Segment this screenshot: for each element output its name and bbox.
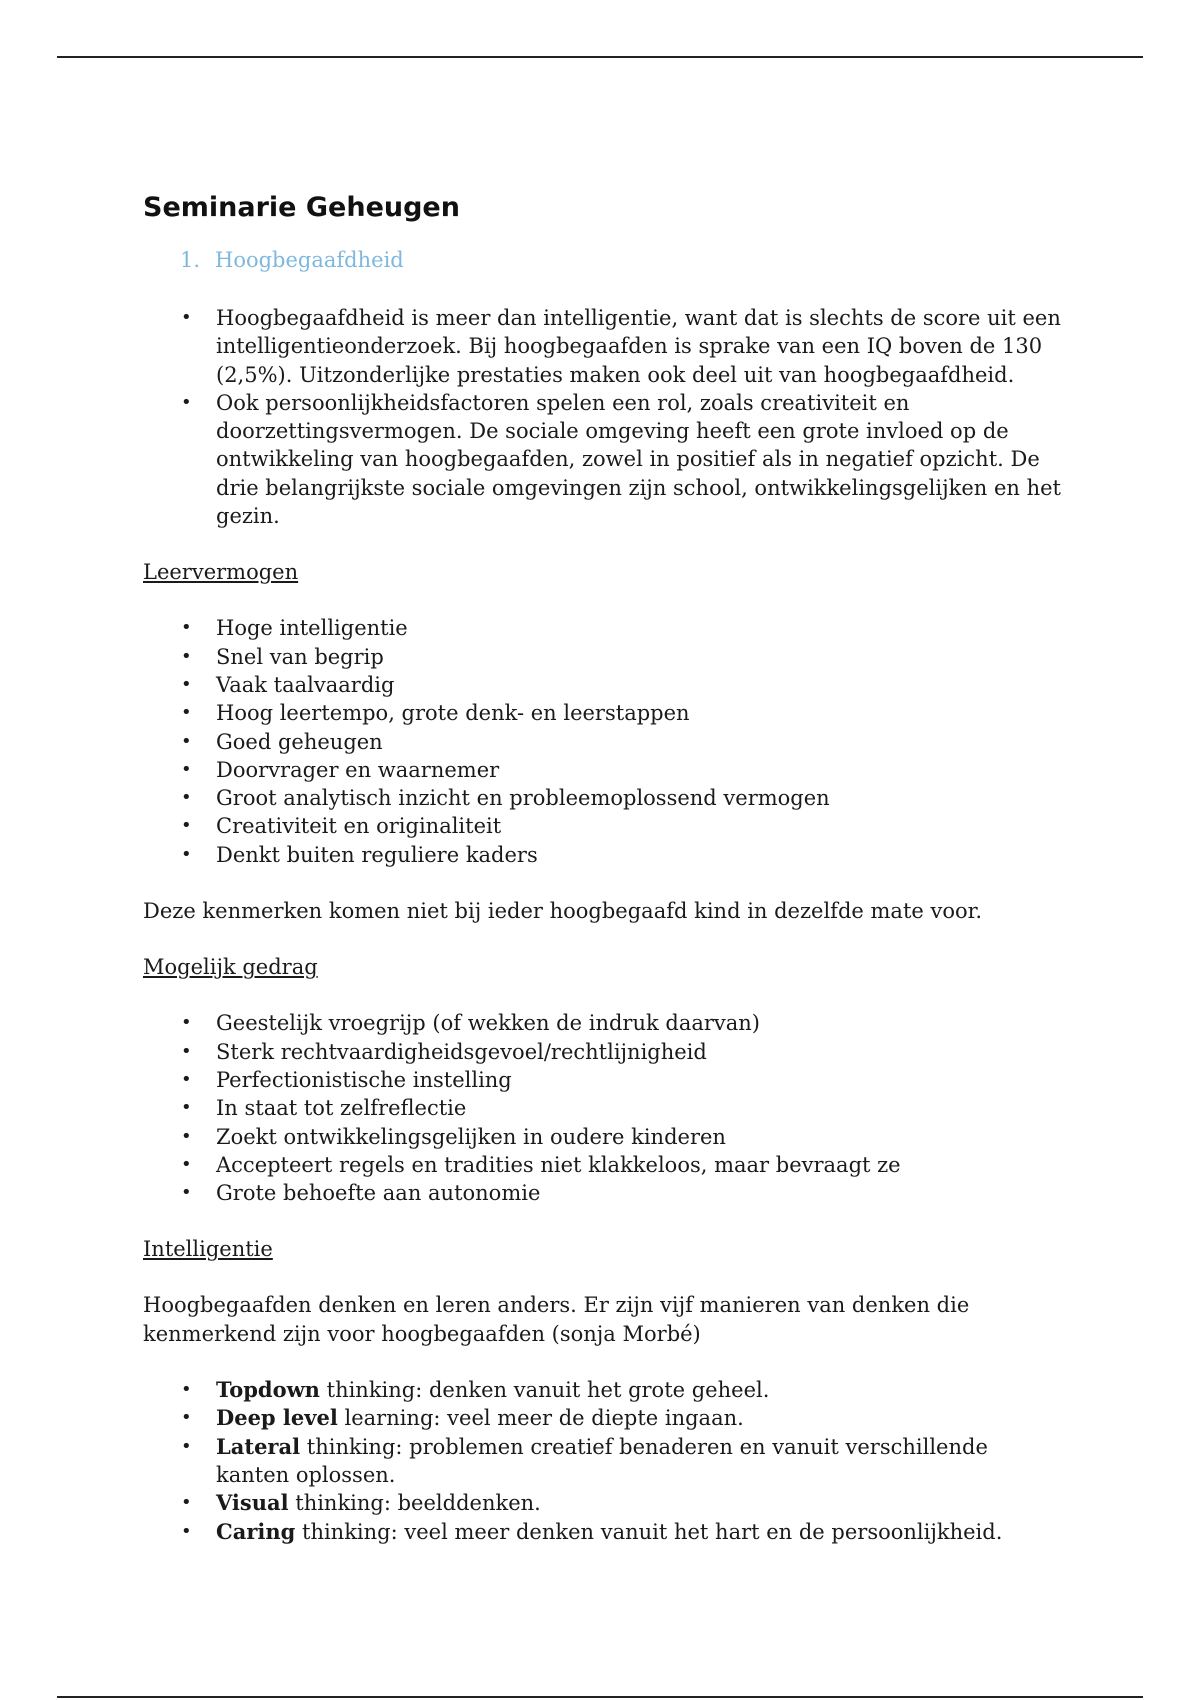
list-item: • Hoge intelligentie xyxy=(143,614,1063,642)
description: thinking: veel meer denken vanuit het hart en de persoonlijkheid. xyxy=(295,1519,1003,1544)
term: Caring xyxy=(216,1518,296,1544)
list-item: • Grote behoefte aan autonomie xyxy=(143,1179,1063,1207)
list-item xyxy=(143,1404,1063,1432)
list-item: • Doorvrager en waarnemer xyxy=(143,756,1063,784)
leervermogen-note: Deze kenmerken komen niet bij ieder hoogbegaafd kind in dezelfde mate voor. xyxy=(143,899,983,924)
intro-list xyxy=(143,304,1063,530)
list-item xyxy=(143,1433,1063,1490)
header-rule xyxy=(57,56,1143,58)
term: Deep level xyxy=(216,1405,338,1431)
list-item: • In staat tot zelfreflectie xyxy=(143,1094,1063,1122)
list-item xyxy=(143,1376,1063,1404)
description: thinking: denken vanuit het grote geheel. xyxy=(319,1378,770,1403)
document-body xyxy=(143,190,1063,1546)
description: thinking: beelddenken. xyxy=(288,1491,541,1516)
term: Visual xyxy=(216,1490,289,1516)
section-number: 1. xyxy=(180,248,201,272)
subheading-gedrag: Mogelijk gedrag xyxy=(143,955,318,980)
subheading-intelligentie: Intelligentie xyxy=(143,1237,273,1262)
section-label: Hoogbegaafdheid xyxy=(215,248,404,272)
list-item xyxy=(143,1518,1063,1546)
list-item: • Goed geheugen xyxy=(143,728,1063,756)
intelligentie-list xyxy=(143,1376,1063,1546)
list-item: • Creativiteit en originaliteit xyxy=(143,812,1063,840)
list-item: • Geestelijk vroegrijp (of wekken de indruk daarvan) xyxy=(143,1009,1063,1037)
list-item: • Hoog leertempo, grote denk- en leerstappen xyxy=(143,699,1063,727)
list-item xyxy=(143,1489,1063,1517)
page-title: Seminarie Geheugen xyxy=(143,192,460,223)
list-item: • Ook persoonlijkheidsfactoren spelen een rol, zoals creativiteit en doorzettingsvermogen. De sociale omgeving heeft een grote invloed op de ontwikkeling van hoogbegaafden, zowel in positief als in negatief opzicht. De drie belangrijkste sociale omgevingen zijn school, ontwikkelingsgelijken en het gezin. xyxy=(143,389,1063,530)
intelligentie-intro: Hoogbegaafden denken en leren anders. Er zijn vijf manieren van denken die kenmerkend zijn voor hoogbegaafden (sonja Morbé) xyxy=(143,1293,970,1346)
list-item: • Groot analytisch inzicht en probleemoplossend vermogen xyxy=(143,784,1063,812)
list-item: • Zoekt ontwikkelingsgelijken in oudere kinderen xyxy=(143,1123,1063,1151)
list-item: • Accepteert regels en tradities niet klakkeloos, maar bevraagt ze xyxy=(143,1151,1063,1179)
description: thinking: problemen creatief benaderen en vanuit verschillende kanten oplossen. xyxy=(216,1434,988,1487)
list-item: • Perfectionistische instelling xyxy=(143,1066,1063,1094)
term: Topdown xyxy=(216,1377,320,1403)
section-heading-hoogbegaafdheid xyxy=(180,246,1063,274)
description: learning: veel meer de diepte ingaan. xyxy=(337,1406,744,1431)
list-item: • Vaak taalvaardig xyxy=(143,671,1063,699)
leervermogen-list xyxy=(143,614,1063,869)
term: Lateral xyxy=(216,1433,301,1459)
list-item: • Sterk rechtvaardigheidsgevoel/rechtlijnigheid xyxy=(143,1038,1063,1066)
subheading-leervermogen: Leervermogen xyxy=(143,560,299,585)
list-item: • Denkt buiten reguliere kaders xyxy=(143,841,1063,869)
footer-rule xyxy=(57,1696,1143,1698)
list-item: • Hoogbegaafdheid is meer dan intelligentie, want dat is slechts de score uit een intelligentieonderzoek. Bij hoogbegaafden is sprake van een IQ boven de 130 (2,5%). Uitzonderlijke prestaties maken ook deel uit van hoogbegaafdheid. xyxy=(143,304,1063,389)
list-item: • Snel van begrip xyxy=(143,643,1063,671)
gedrag-list xyxy=(143,1009,1063,1207)
